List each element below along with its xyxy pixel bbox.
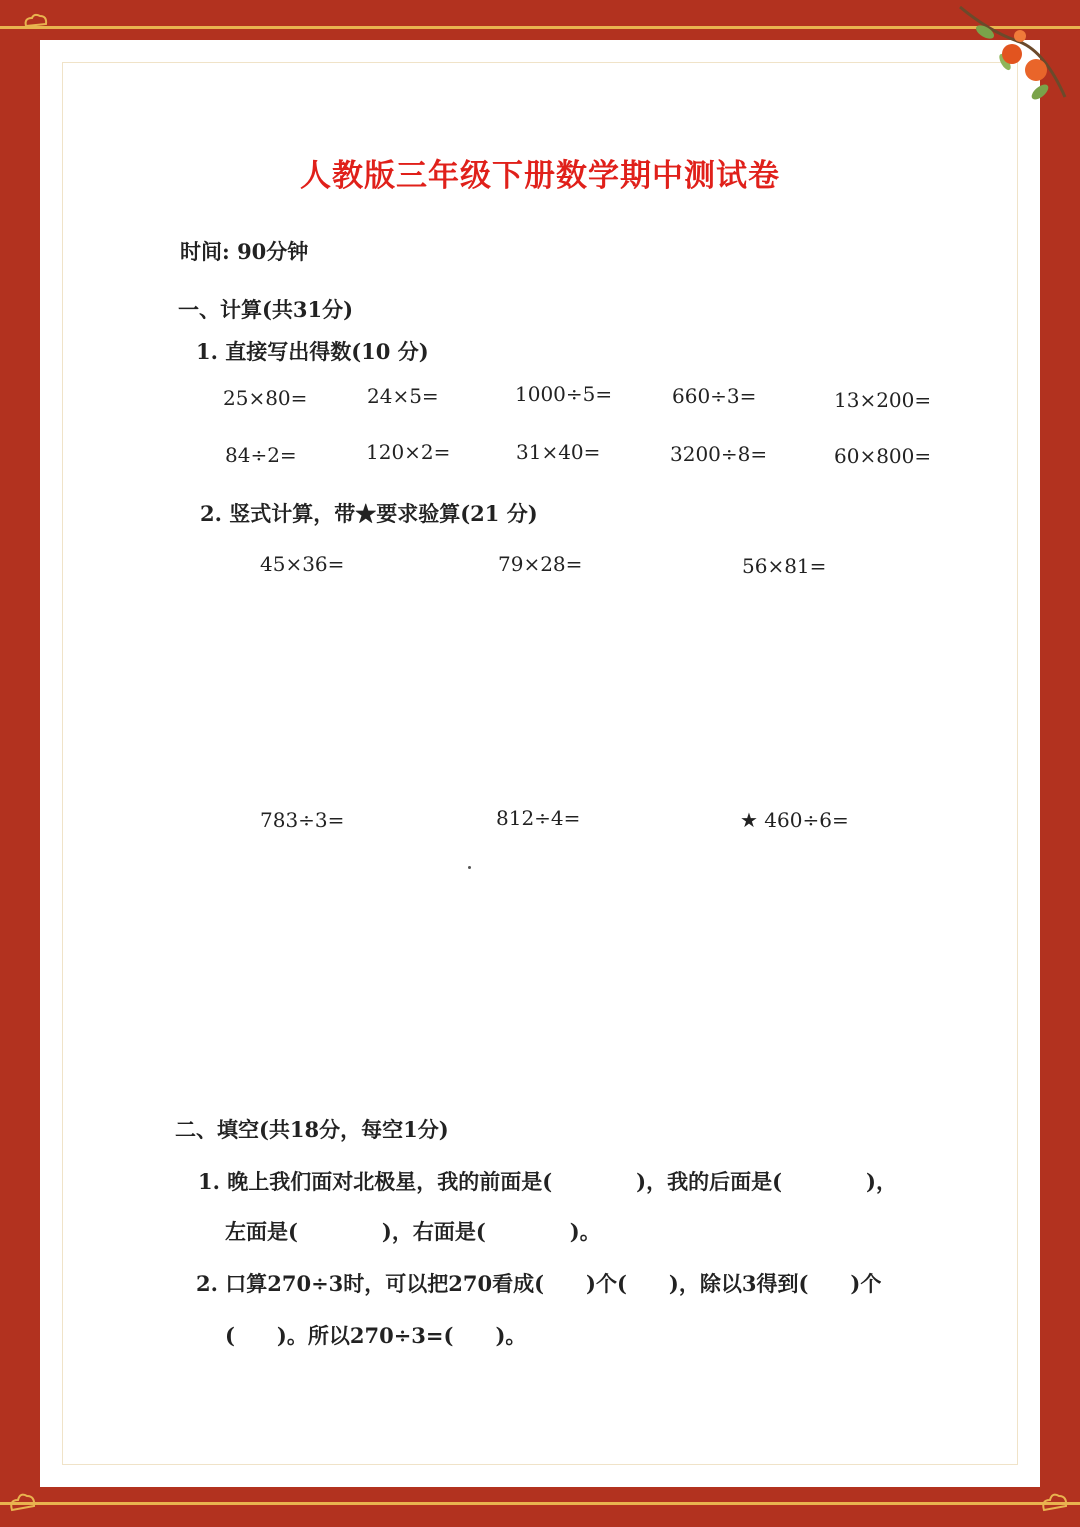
cloud-ornament-icon [8,1488,38,1514]
vertical-calc-item: 79×28= [498,552,583,576]
oral-calc-item: 3200÷8= [670,442,768,466]
stray-dot [468,866,471,869]
oral-calc-item: 1000÷5= [515,382,613,406]
inner-frame [62,62,1018,1465]
oral-calc-item: 13×200= [834,388,932,412]
section1-q2-label: 2. 竖式计算，带★要求验算(21 分) [200,501,538,526]
cloud-ornament-icon [22,12,50,30]
fill-blank-q1-line1: 1. 晚上我们面对北极星，我的前面是( )，我的后面是( )， [198,1169,897,1194]
time-limit: 时间: 90分钟 [180,239,309,264]
section1-q1-label: 1. 直接写出得数(10 分) [196,339,429,364]
vertical-calc-item: ★ 460÷6= [740,808,849,832]
vertical-calc-item: 783÷3= [260,808,345,832]
vertical-calc-item: 45×36= [260,552,345,576]
fill-blank-q1-line2: 左面是( )，右面是( )。 [225,1219,601,1244]
exam-paper [40,40,1040,1487]
oral-calc-item: 25×80= [223,386,308,410]
top-gold-line [0,26,1080,29]
oral-calc-item: 120×2= [366,440,451,464]
persimmon-branch-icon [950,2,1070,122]
exam-title: 人教版三年级下册数学期中测试卷 [300,158,780,194]
section2-heading: 二、填空(共18分，每空1分) [175,1117,449,1142]
vertical-calc-item: 812÷4= [496,806,581,830]
fill-blank-q2-line1: 2. 口算270÷3时，可以把270看成( )个( )，除以3得到( )个 [196,1271,882,1296]
oral-calc-item: 84÷2= [225,443,297,467]
cloud-ornament-icon [1040,1488,1070,1514]
oral-calc-item: 24×5= [367,384,439,408]
vertical-calc-item: 56×81= [742,554,827,578]
fill-blank-q2-line2: ( )。所以270÷3=( )。 [225,1323,527,1348]
section1-heading: 一、计算(共31分) [178,297,354,322]
oral-calc-item: 660÷3= [672,384,757,408]
oral-calc-item: 60×800= [834,444,932,468]
bottom-gold-line [0,1502,1080,1505]
oral-calc-item: 31×40= [516,440,601,464]
